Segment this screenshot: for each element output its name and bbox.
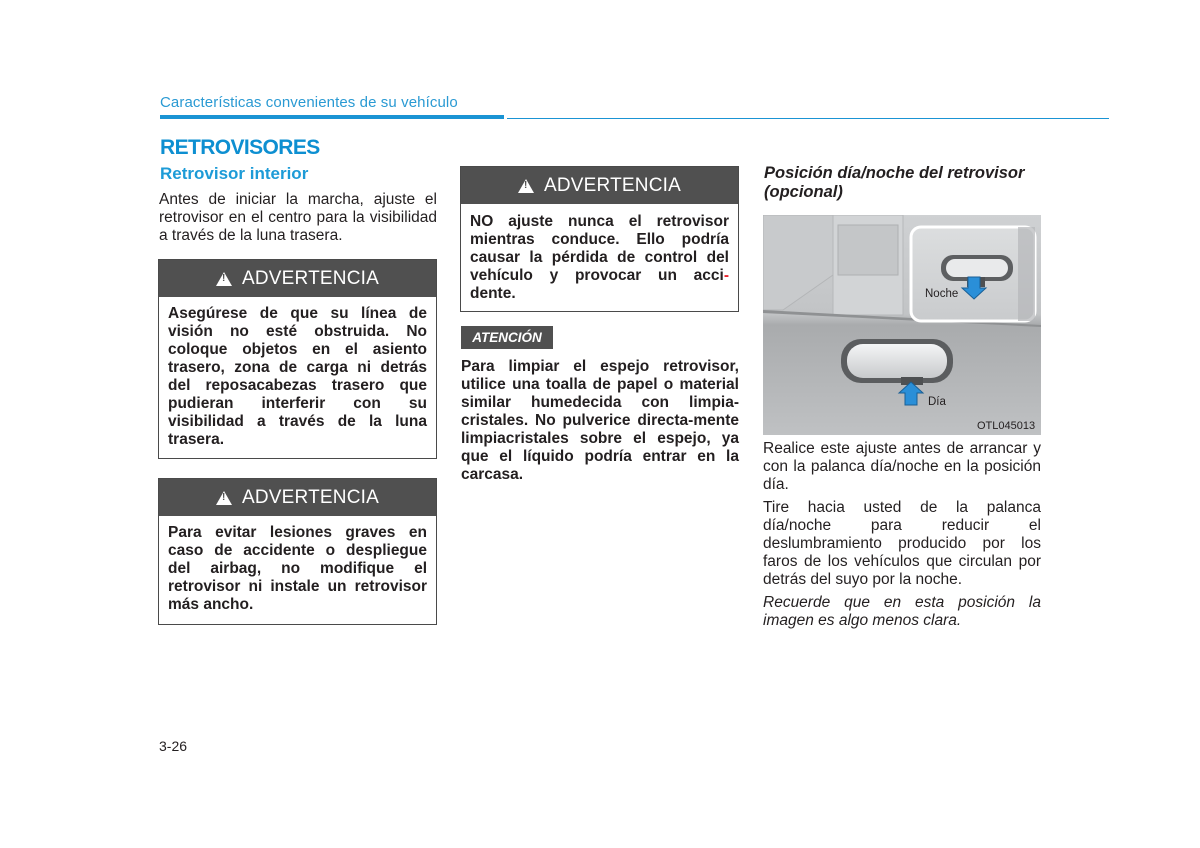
daynight-paragraph-2: Tire hacia usted de la palanca día/noche para reducir el deslumbramiento producido por los faros de los vehículos que circulan por detrás del suyo por la noche. [763,499,1041,588]
warning-body-tail: dente. [470,285,516,302]
warning-box-driving [460,166,739,312]
warning-box-airbag [158,478,437,625]
subsection-title: Retrovisor interior [160,164,309,183]
warning-heading: ADVERTENCIA [242,267,379,289]
warning-triangle-icon [216,491,232,505]
mirror-illustration [763,215,1041,435]
inset-panel [911,227,1035,321]
label-night: Noche [925,288,959,300]
warning-triangle-icon [216,272,232,286]
warning-box-visibility [158,259,437,459]
daynight-note: Recuerde que en esta posición la imagen es algo menos clara. [763,594,1041,629]
subsection-title-daynight: Posición día/noche del retrovisor (opcional) [764,164,1025,201]
warning-heading: ADVERTENCIA [544,174,681,196]
hyphen-mark: - [723,267,729,284]
warning-body-main: NO ajuste nunca el retrovisor mientras conduce. Ello podría causar la pérdida de control del vehículo y provocar un acci [470,213,729,284]
daynight-paragraph-1: Realice este ajuste antes de arrancar y con la palanca día/noche en la posición día. [763,440,1041,493]
figure-code: OTL045013 [977,420,1036,432]
warning-header [159,479,436,516]
warning-heading: ADVERTENCIA [242,486,379,508]
running-header: Características convenientes de su vehículo [160,94,458,111]
warning-header [159,260,436,297]
warning-body: Para evitar lesiones graves en caso de accidente o despliegue del airbag, no modifique el retrovisor ni instale un retrovisor más ancho. [168,524,427,613]
intro-paragraph: Antes de iniciar la marcha, ajuste el retrovisor en el centro para la visibilidad a través de la luna trasera. [159,191,437,244]
warning-body [461,204,738,313]
page-number: 3-26 [159,738,188,754]
main-mirror [841,339,953,385]
header-rule-thin [507,118,1109,119]
header-rule-thick [160,115,504,119]
label-day: Día [928,396,946,408]
mirror-figure [763,215,1041,435]
warning-header [461,167,738,204]
notice-tag: ATENCIÓN [461,326,553,349]
warning-body: Asegúrese de que su línea de visión no esté obstruida. No coloque objetos en el asiento trasero, zona de carga ni detrás del reposacabezas trasero que pudieran interferir con su visibilidad a través de la luna trasera. [168,305,427,448]
notice-body: Para limpiar el espejo retrovisor, utilice una toalla de papel o material similar humedecida con limpia-cristales. No pulverice directa-mente limpiacristales sobre el espejo, ya que el líquido podría entrar en la carcasa. [461,358,739,483]
section-title: RETROVISORES [160,136,320,159]
warning-triangle-icon [518,179,534,193]
